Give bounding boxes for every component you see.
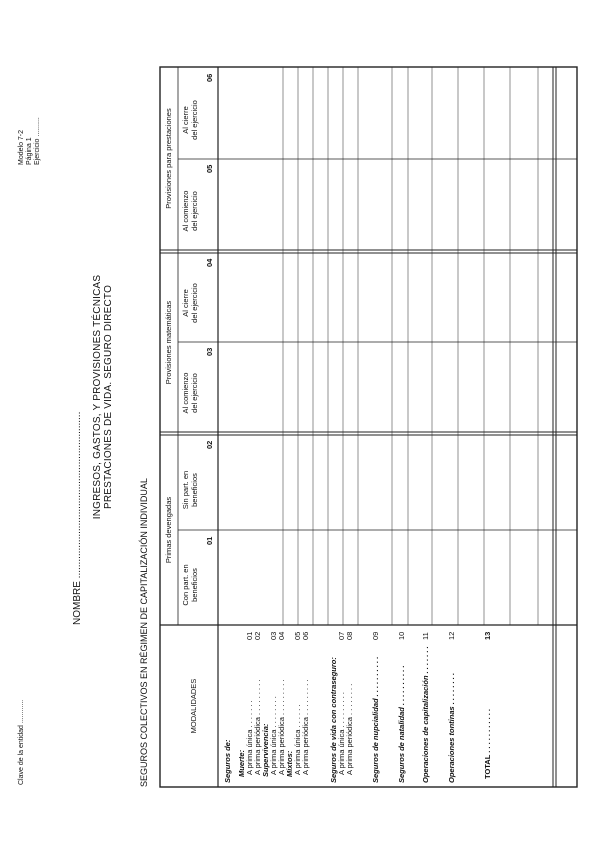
row-muerte: Muerte: xyxy=(237,749,246,777)
group-primas-header: Primas devengadas xyxy=(164,496,173,564)
col01-code: 01 xyxy=(205,536,214,545)
col05-line1: Al comienzo xyxy=(181,190,190,232)
col04-line2: del ejercicio xyxy=(190,283,199,323)
row-03-code: 03 xyxy=(269,631,278,640)
row-mixtos: Mixtos: xyxy=(285,750,294,777)
row-08-code: 08 xyxy=(345,631,354,640)
col04-line1: Al cierre xyxy=(181,289,190,317)
row-03-label: A prima única . . . . . . . . xyxy=(269,696,278,775)
col03-code: 03 xyxy=(205,347,214,356)
row-08-label: A prima periódica . . . . . . . . xyxy=(345,683,354,775)
row-07-label: A prima única . . . . . . . . . xyxy=(337,692,346,775)
row-02-code: 02 xyxy=(253,631,262,640)
row-09-code: 09 xyxy=(371,631,380,640)
col02-line2: beneficios xyxy=(190,473,199,507)
form-title: INGRESOS, GASTOS, Y PROVISIONES TÉCNICAS xyxy=(92,274,103,520)
row-natalidad: Seguros de natalidad . . . . . . . . . . xyxy=(397,665,406,783)
row-05-code: 05 xyxy=(293,631,302,640)
row-13-code: 13 xyxy=(483,631,492,640)
col06-code: 06 xyxy=(205,73,214,82)
row-01-code: 01 xyxy=(245,631,254,640)
col03-line2: del ejercicio xyxy=(190,373,199,413)
model-number: Modelo 7-2 xyxy=(18,129,25,165)
row-06-code: 06 xyxy=(301,631,310,640)
row-10-code: 10 xyxy=(397,631,406,640)
row-capitalizacion: Operaciones de capitalización . . . . . . . xyxy=(421,646,430,783)
group-provmat-header: Provisiones matemáticas xyxy=(164,300,173,385)
col05-code: 05 xyxy=(205,164,214,173)
row-tontinas: Operaciones tontinas . . . . . . . . xyxy=(447,672,456,783)
row-12-code: 12 xyxy=(447,631,456,640)
row-01-label: A prima única . . . . . . . xyxy=(245,700,254,775)
group-provprest-header: Provisiones para prestaciones xyxy=(164,108,173,209)
section-title: SEGUROS COLECTIVOS EN RÉGIMEN DE CAPITALIZACIÓN INDIVIDUAL xyxy=(139,478,149,787)
col06-line2: del ejercicio xyxy=(190,100,199,140)
row-contraseguro: Seguros de vida con contraseguro: xyxy=(329,657,338,783)
col02-line1: Sin part. en xyxy=(181,470,190,510)
col05-line2: del ejercicio xyxy=(190,191,199,231)
col02-code: 02 xyxy=(205,440,214,449)
col03-line1: Al comienzo xyxy=(181,372,190,414)
row-06-label: A prima periódica . . . . . . . . . xyxy=(301,679,310,775)
row-nupcialidad: Seguros de nupcialidad . . . . . . . . . . xyxy=(371,656,380,783)
row-seguros-de: Seguros de: xyxy=(223,739,232,783)
row-04-label: A prima periódica . . . . . . . . . xyxy=(277,679,286,775)
modalidades-header: MODALIDADES xyxy=(189,678,198,734)
entity-key-label: Clave de la entidad ............ xyxy=(18,699,25,785)
entity-name-label: NOMBRE ............................................................ xyxy=(72,411,83,625)
fiscal-year-label: Ejercicio .......... xyxy=(34,117,41,165)
page-number: Página 1 xyxy=(26,137,33,165)
row-supervivencia: Supervivencia: xyxy=(261,723,270,777)
form-subtitle: PRESTACIONES DE VIDA. SEGURO DIRECTO xyxy=(103,284,114,510)
row-04-code: 04 xyxy=(277,631,286,640)
row-02-label: A prima periódica . . . . . . . . . xyxy=(253,679,262,775)
col01-line2: beneficios xyxy=(190,568,199,602)
col06-line1: Al cierre xyxy=(181,106,190,134)
row-05-label: A prima única . . . . . . xyxy=(293,704,302,775)
row-07-code: 07 xyxy=(337,631,346,640)
col04-code: 04 xyxy=(205,258,214,267)
row-total: TOTAL . . . . . . . . . . . xyxy=(483,708,492,779)
row-11-code: 11 xyxy=(421,632,430,640)
col01-line1: Con part. en xyxy=(181,564,190,606)
